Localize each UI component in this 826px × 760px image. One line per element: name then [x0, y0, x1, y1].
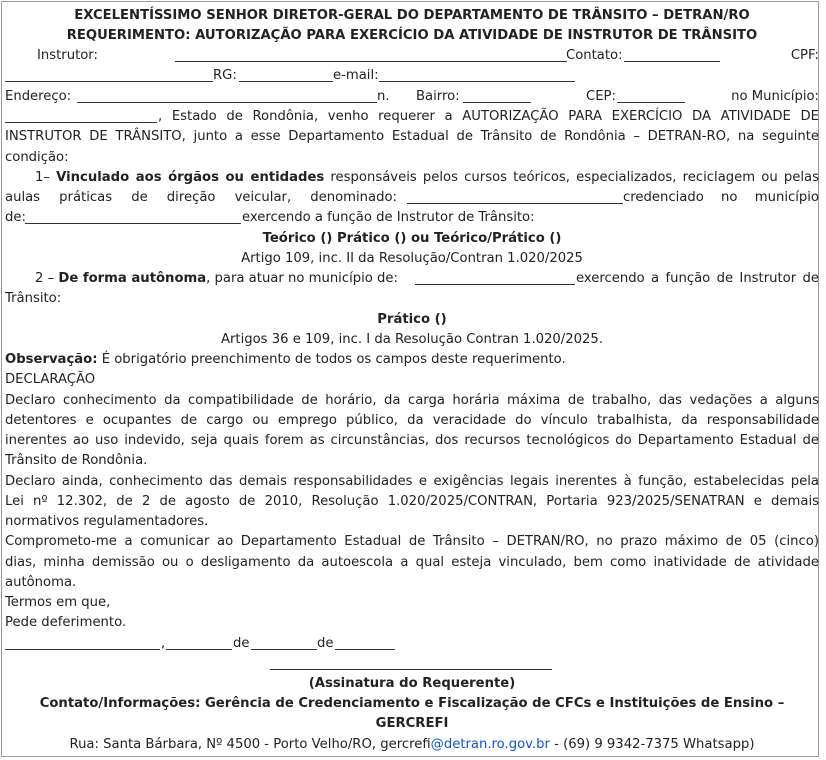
contact-title-acronym: GERCREFI: [375, 716, 449, 731]
option1-denominado: aulas práticas de direção veicular, denominado:: [5, 190, 397, 205]
declaracao-p3-line: Comprometo-me a comunicar ao Departamento Estadual de Trânsito – DETRAN/RO, no prazo máximo de 05 (cinco): [5, 534, 819, 549]
declaracao-p2-line: normativos regulamentadores.: [5, 514, 209, 529]
document-title: EXCELENTÍSSIMO SENHOR DIRETOR-GERAL DO DEPARTAMENTO DE TRÂNSITO – DETRAN/RO: [74, 8, 750, 23]
cep-label: CEP:: [586, 89, 616, 104]
contact-title: Contato/Informações: Gerência de Credenciamento e Fiscalização de CFCs e Instituições de Ensino –: [39, 696, 785, 711]
option2-municipio-field[interactable]: [415, 271, 575, 285]
endereco-label: Endereço:: [5, 89, 72, 104]
email-field[interactable]: [379, 68, 575, 82]
option1-funcao: exercendo a função de Instrutor de Trânsito:: [242, 210, 535, 225]
option1-credenciado: credenciado no município: [623, 190, 819, 205]
municipio-label: no Município:: [731, 89, 819, 104]
requerimento-document: [1, 1, 819, 757]
option2-row: [5, 269, 819, 289]
bairro-label: Bairro:: [416, 89, 460, 104]
option1-de-label: de:: [5, 210, 26, 225]
contato-field[interactable]: [624, 48, 720, 62]
signature-line[interactable]: [270, 669, 552, 670]
option1-text: 1– Vinculado aos órgãos ou entidades responsáveis pelos cursos teóricos, especializados, reciclagem ou pelas: [35, 170, 819, 185]
option2-choice[interactable]: Prático (): [377, 312, 447, 327]
instrutor-label: Instrutor:: [37, 48, 98, 63]
observacao: Observação: É obrigatório preenchimento de todos os campos deste requerimento.: [5, 352, 566, 367]
declaracao-p1-line: detentores e ocupantes de cargo ou emprego público, da veracidade do vínculo trabalhista, da responsabilidade: [5, 413, 819, 428]
email-label: e-mail:: [333, 68, 379, 83]
day-field[interactable]: [166, 636, 232, 650]
declaracao-p1-line: Declaro conhecimento da compatibilidade de horário, da carga horária máxima de trabalho, das vedações a alguns: [5, 393, 819, 408]
bairro-field[interactable]: [463, 89, 531, 103]
date-de-2: de: [317, 636, 334, 651]
declaracao-p1-line: inerentes ao uso indevido, seja quais forem as circunstâncias, dos recursos tecnológicos do Departamento Estadual de: [5, 433, 819, 448]
city-field[interactable]: [5, 636, 160, 650]
condition-label: condição:: [5, 150, 69, 165]
contato-label: Contato:: [566, 48, 623, 63]
option1-row: [5, 168, 819, 188]
contact-address: Rua: Santa Bárbara, Nº 4500 - Porto Velho/RO, gercrefi@detran.ro.gov.br - (69) 9 9342-7375 Whatsapp): [69, 737, 755, 752]
endereco-row: [5, 87, 819, 107]
option1-legal: Artigo 109, inc. II da Resolução/Contran 1.020/2025: [241, 251, 583, 266]
option1-row2: [5, 188, 819, 208]
rg-email-row: [5, 66, 819, 86]
declaracao-p2-line: Lei nº 12.302, de 2 de agosto de 2010, Resolução 1.020/2025/CONTRAN, Portaria 923/2025/SENATRAN e demais: [5, 494, 819, 509]
termos-line: Termos em que,: [5, 595, 111, 610]
month-field[interactable]: [251, 636, 317, 650]
option1-row3: [5, 208, 819, 228]
declaracao-heading: DECLARAÇÃO: [5, 372, 96, 387]
numero-label: n.: [377, 89, 390, 104]
rg-label: RG:: [213, 68, 237, 83]
cep-field[interactable]: [617, 89, 685, 103]
request-text-line: INSTRUTOR DE TRÂNSITO, junto a esse Departamento Estadual de Trânsito de Rondônia – DETRAN-RO, na seguinte: [5, 129, 819, 144]
cpf-field[interactable]: [5, 68, 213, 82]
option2-funcao: exercendo a função de Instrutor de: [576, 271, 819, 286]
instrutor-row: [5, 46, 819, 66]
option1-municipio-field[interactable]: [25, 210, 241, 224]
instrutor-field[interactable]: [175, 48, 567, 62]
declaracao-p3-line: autônoma.: [5, 575, 77, 590]
date-comma: ,: [161, 636, 166, 651]
endereco-field[interactable]: [77, 89, 377, 103]
declaracao-p1-line: Trânsito de Rondônia.: [5, 453, 148, 468]
declaracao-p2-line: Declaro ainda, conhecimento das demais responsabilidades e exigências legais inerentes à função, estabelecidas pela: [5, 474, 819, 489]
rg-field[interactable]: [239, 68, 333, 82]
option2-row2: Trânsito:: [5, 291, 62, 306]
option1-choices[interactable]: Teórico () Prático () ou Teórico/Prático (): [262, 231, 562, 246]
document-subtitle: REQUERIMENTO: AUTORIZAÇÃO PARA EXERCÍCIO DA ATIVIDADE DE INSTRUTOR DE TRÂNSITO: [66, 28, 758, 43]
date-row: [5, 634, 819, 654]
option2-legal: Artigos 36 e 109, inc. I da Resolução Contran 1.020/2025.: [220, 332, 604, 347]
cpf-label: CPF:: [790, 48, 819, 63]
year-field[interactable]: [335, 636, 395, 650]
municipio-field[interactable]: [5, 109, 157, 123]
estado-text: , Estado de Rondônia, venho requerer a AUTORIZAÇÃO PARA EXERCÍCIO DA ATIVIDADE DE: [158, 109, 819, 124]
estado-row: [5, 107, 819, 127]
date-de-1: de: [233, 636, 250, 651]
option2-text: 2 – De forma autônoma, para atuar no município de:: [35, 271, 398, 286]
deferimento-line: Pede deferimento.: [5, 615, 127, 630]
contact-email-link[interactable]: @detran.ro.gov.br: [430, 737, 550, 752]
denominado-field[interactable]: [407, 190, 623, 204]
signature-label: (Assinatura do Requerente): [308, 676, 516, 691]
declaracao-p3-line: dias, minha demissão ou o desligamento da autoescola a qual esteja vinculado, bem como inatividade de atividade: [5, 555, 819, 570]
